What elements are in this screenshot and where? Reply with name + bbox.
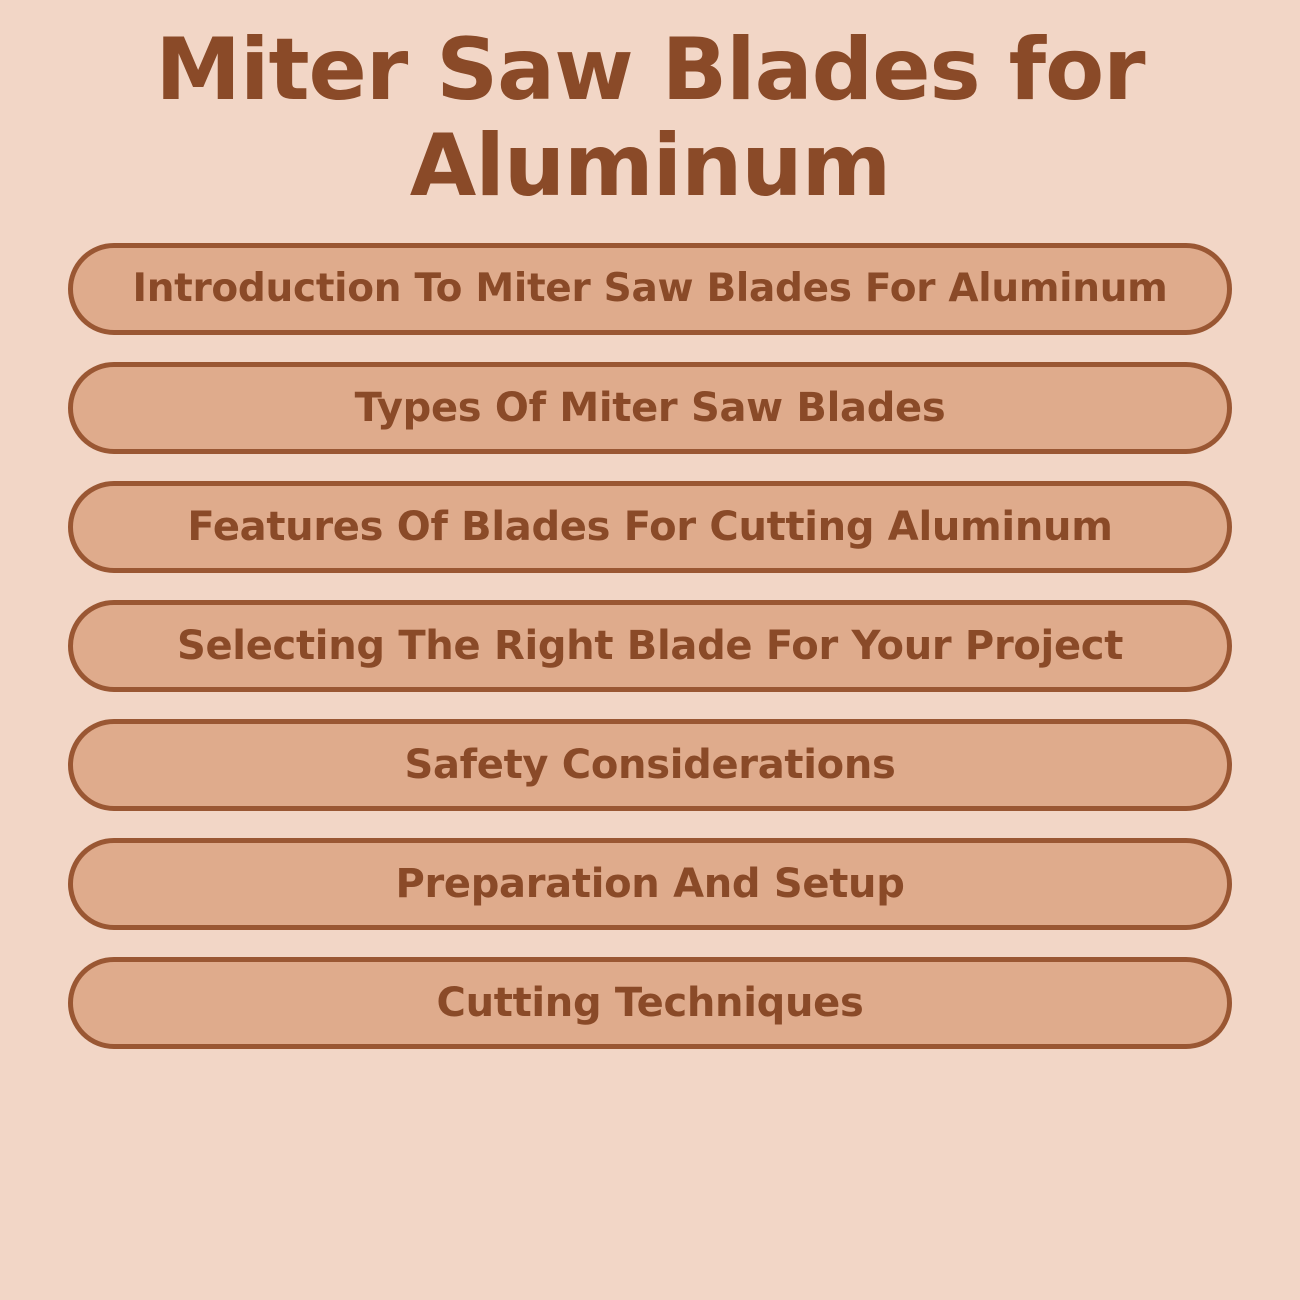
toc-item-label: Selecting The Right Blade For Your Project <box>176 622 1124 669</box>
toc-item-preparation[interactable] <box>68 838 1232 930</box>
toc-item-types[interactable] <box>68 362 1232 454</box>
toc-item-introduction[interactable] <box>68 243 1232 335</box>
toc-item-label: Features Of Blades For Cutting Aluminum <box>187 503 1113 550</box>
toc-item-label: Safety Considerations <box>404 741 896 788</box>
table-of-contents <box>0 243 1300 1049</box>
toc-item-label: Preparation And Setup <box>395 860 905 907</box>
toc-item-safety[interactable] <box>68 719 1232 811</box>
toc-item-label: Cutting Techniques <box>436 979 864 1026</box>
toc-item-cutting-techniques[interactable] <box>68 957 1232 1049</box>
page-title: Miter Saw Blades for Aluminum <box>155 20 1145 217</box>
toc-item-features[interactable] <box>68 481 1232 573</box>
toc-item-label: Types Of Miter Saw Blades <box>354 384 946 431</box>
toc-item-label: Introduction To Miter Saw Blades For Aluminum <box>132 266 1168 312</box>
toc-item-selecting[interactable] <box>68 600 1232 692</box>
